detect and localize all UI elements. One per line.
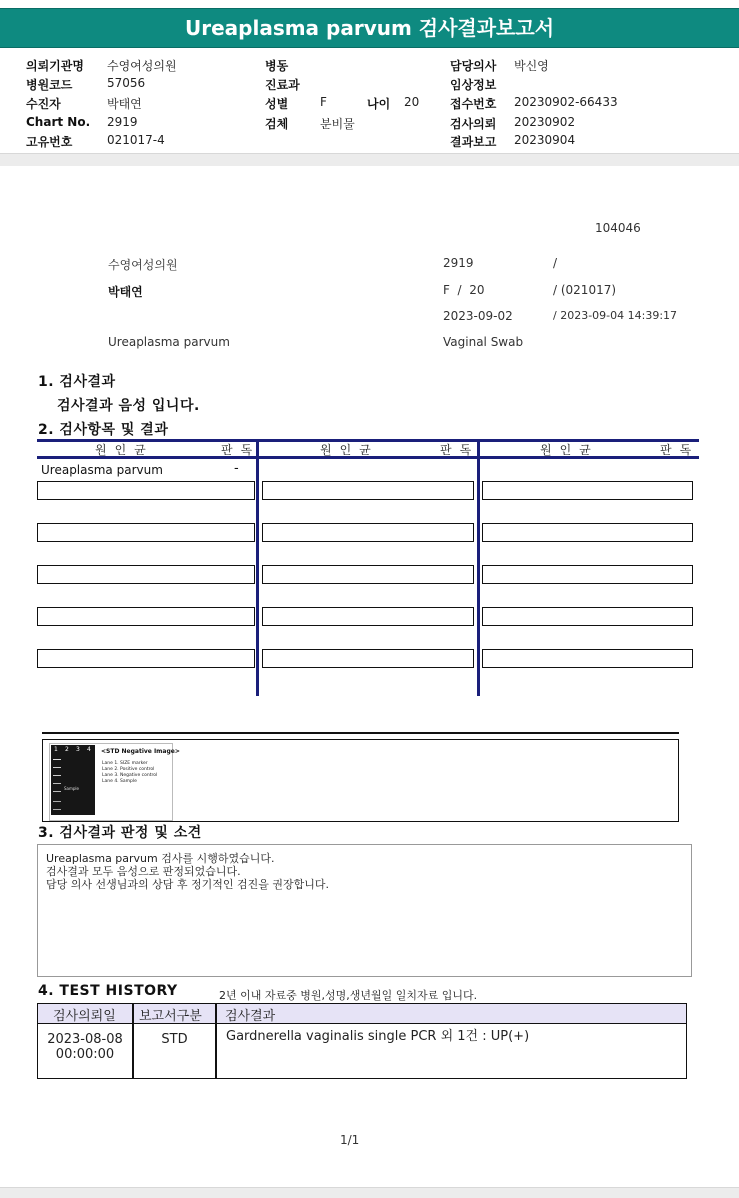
comment-line-3: 담당 의사 선생님과의 상담 후 정기적인 검진을 권장합니다. bbox=[46, 878, 329, 891]
summary-patient: 박태연 bbox=[108, 285, 143, 299]
summary-slash: / bbox=[553, 256, 558, 270]
section3-title: 3. 검사결과 판정 및 소견 bbox=[38, 825, 202, 841]
gel-lane-2: 2 bbox=[65, 746, 69, 753]
result-box bbox=[37, 649, 255, 668]
sex-value: F bbox=[320, 95, 327, 109]
history-row-type: STD bbox=[161, 1032, 188, 1047]
history-header-result: 검사결과 bbox=[225, 1009, 276, 1024]
section2-title: 2. 검사항목 및 결과 bbox=[38, 422, 169, 438]
hospital-label: 의뢰기관명 bbox=[26, 59, 84, 73]
patient-label: 수진자 bbox=[26, 97, 61, 111]
result-box bbox=[37, 565, 255, 584]
history-row-result: Gardnerella vaginalis single PCR 외 1건 : UP(+) bbox=[226, 1029, 530, 1044]
gel-legend-3: Lane 3. Negative control bbox=[102, 773, 158, 778]
section1-title: 1. 검사결과 bbox=[38, 374, 116, 390]
report-label: 결과보고 bbox=[450, 135, 497, 149]
result-box bbox=[482, 607, 693, 626]
history-col-divider bbox=[215, 1004, 217, 1078]
chart-label: Chart No. bbox=[26, 115, 91, 129]
history-header-type: 보고서구분 bbox=[139, 1009, 202, 1024]
gel-title: <STD Negative Image> bbox=[101, 748, 180, 755]
hospital-value: 수영여성의원 bbox=[107, 59, 177, 73]
summary-specimen: Vaginal Swab bbox=[443, 335, 524, 349]
result-box bbox=[482, 649, 693, 668]
result-box bbox=[482, 565, 693, 584]
request-label: 검사의뢰 bbox=[450, 117, 497, 131]
uid-value: 021017-4 bbox=[107, 133, 165, 147]
result-box bbox=[37, 607, 255, 626]
header-divider bbox=[0, 153, 739, 166]
gel-sample-marker: Sample bbox=[64, 786, 79, 791]
gel-lane-1: 1 bbox=[54, 746, 58, 753]
hospcode-label: 병원코드 bbox=[26, 78, 73, 92]
gel-legend-2: Lane 2. Positive control bbox=[102, 767, 155, 772]
gel-electrophoresis bbox=[51, 745, 95, 815]
result-box bbox=[37, 523, 255, 542]
summary-test-name: Ureaplasma parvum bbox=[108, 335, 230, 349]
gel-top-line bbox=[42, 732, 679, 734]
gel-lane-3: 3 bbox=[76, 746, 80, 753]
patient-value: 박태연 bbox=[107, 97, 142, 111]
result-pathogen: Ureaplasma parvum bbox=[41, 463, 163, 477]
col-header-pathogen: 원인균 bbox=[540, 443, 599, 457]
history-header-row bbox=[38, 1004, 686, 1024]
ward-label: 병동 bbox=[265, 59, 289, 73]
clinical-label: 임상정보 bbox=[450, 78, 497, 92]
history-header-date: 검사의뢰일 bbox=[53, 1009, 116, 1024]
doctor-label: 담당의사 bbox=[450, 59, 497, 73]
age-label: 나이 bbox=[367, 97, 391, 111]
hospcode-value: 57056 bbox=[107, 76, 146, 90]
request-value: 20230902 bbox=[514, 115, 576, 129]
summary-chart: 2919 bbox=[443, 256, 474, 270]
result-box bbox=[262, 649, 474, 668]
comment-line-2: 검사결과 모두 음성으로 판정되었습니다. bbox=[46, 865, 241, 878]
page-bottom-bar bbox=[0, 1187, 739, 1198]
summary-hospital: 수영여성의원 bbox=[108, 258, 178, 272]
report-title: Ureaplasma parvum 검사결과보고서 bbox=[184, 16, 555, 40]
history-row-time: 00:00:00 bbox=[55, 1047, 115, 1062]
comment-line-1: Ureaplasma parvum 검사를 시행하였습니다. bbox=[46, 852, 275, 865]
chart-value: 2919 bbox=[107, 115, 138, 129]
section4-title: 4. TEST HISTORY bbox=[38, 983, 178, 999]
report-code: 104046 bbox=[595, 221, 641, 235]
col-header-judgment: 판독 bbox=[221, 443, 261, 457]
specimen-value: 분비물 bbox=[320, 117, 355, 131]
result-box bbox=[37, 481, 255, 500]
result-box bbox=[482, 523, 693, 542]
report-value: 20230904 bbox=[514, 133, 576, 147]
specimen-label: 검체 bbox=[265, 117, 289, 131]
summary-sex-age: F / 20 bbox=[443, 283, 485, 297]
uid-label: 고유번호 bbox=[26, 135, 73, 149]
gel-lane-4: 4 bbox=[87, 746, 91, 753]
receipt-value: 20230902-66433 bbox=[514, 95, 618, 109]
table-col-divider bbox=[477, 439, 480, 696]
result-box bbox=[482, 481, 693, 500]
section1-result: 검사결과 음성 입니다. bbox=[57, 398, 200, 414]
col-header-pathogen: 원인균 bbox=[95, 443, 154, 457]
table-col-divider bbox=[256, 439, 259, 696]
age-value: 20 bbox=[404, 95, 420, 109]
result-box bbox=[262, 523, 474, 542]
result-box bbox=[262, 565, 474, 584]
dept-label: 진료과 bbox=[265, 78, 300, 92]
col-header-judgment: 판독 bbox=[660, 443, 700, 457]
summary-uid: / (021017) bbox=[553, 283, 617, 297]
col-header-judgment: 판독 bbox=[440, 443, 480, 457]
history-note: 2년 이내 자료중 병원,성명,생년월일 일치자료 입니다. bbox=[219, 989, 478, 1002]
page-number: 1/1 bbox=[340, 1133, 360, 1147]
gel-legend-4: Lane 4. Sample bbox=[102, 779, 137, 784]
result-box bbox=[262, 481, 474, 500]
summary-datetime: / 2023-09-04 14:39:17 bbox=[553, 309, 678, 322]
col-header-pathogen: 원인균 bbox=[320, 443, 379, 457]
summary-date: 2023-09-02 bbox=[443, 309, 513, 323]
doctor-value: 박신영 bbox=[514, 59, 549, 73]
history-row-date: 2023-08-08 bbox=[47, 1032, 123, 1047]
result-box bbox=[262, 607, 474, 626]
gel-legend-1: Lane 1. SIZE marker bbox=[102, 761, 148, 766]
sex-label: 성별 bbox=[265, 97, 289, 111]
receipt-label: 접수번호 bbox=[450, 97, 497, 111]
result-judgment: - bbox=[234, 461, 239, 476]
